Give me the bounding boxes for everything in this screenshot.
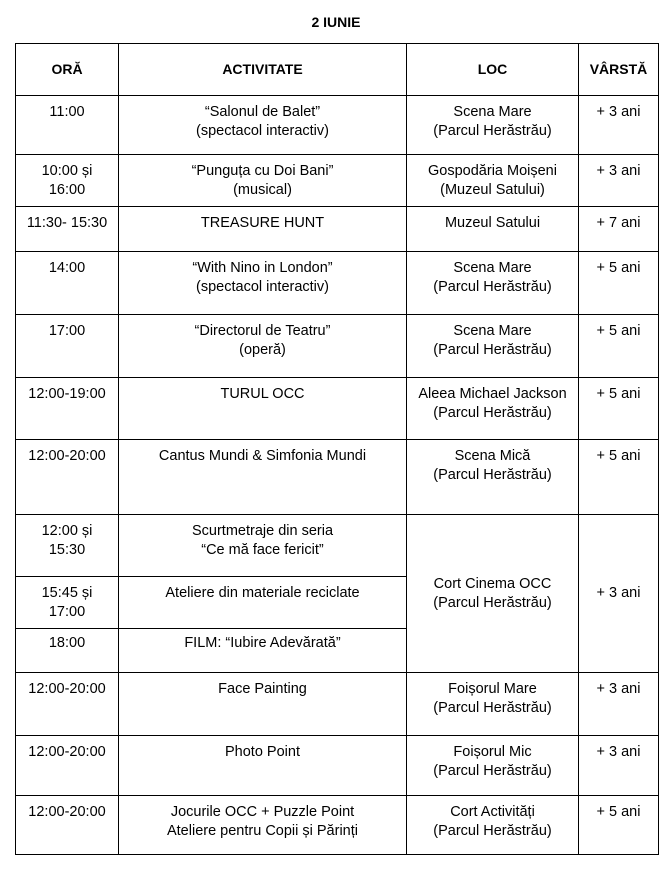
table-row: [16, 315, 659, 378]
location-cell-text: (Parcul Herăstrău): [433, 700, 552, 716]
activity-cell: [119, 440, 407, 515]
time-cell: [16, 736, 119, 796]
activity-cell-text: “Salonul de Balet”: [204, 104, 321, 120]
location-cell-text: (Parcul Herăstrău): [433, 279, 552, 295]
age-cell: [579, 378, 659, 440]
location-cell-text: Foișorul Mare: [448, 681, 537, 697]
activity-cell-text: (spectacol interactiv): [196, 123, 329, 139]
activity-cell: [119, 378, 407, 440]
activity-cell-text: “Punguța cu Doi Bani”: [191, 163, 334, 179]
time-cell-text: 12:00-20:00: [28, 804, 106, 820]
time-cell: [16, 378, 119, 440]
activity-cell: [119, 736, 407, 796]
age-cell: [579, 440, 659, 515]
location-cell: [407, 252, 579, 315]
activity-cell-text: Cantus Mundi & Simfonia Mundi: [158, 448, 367, 464]
location-cell: [407, 440, 579, 515]
table-row: [16, 736, 659, 796]
location-cell: [407, 796, 579, 855]
age-cell: [579, 252, 659, 315]
location-cell: [407, 736, 579, 796]
header-activity: ACTIVITATE: [119, 44, 407, 96]
activity-cell-text: Jocurile OCC + Puzzle Point: [170, 804, 355, 820]
activity-cell-text: Photo Point: [225, 744, 300, 760]
table-row: [16, 796, 659, 855]
time-cell: [16, 96, 119, 155]
activity-cell-text: “With Nino in London”: [192, 260, 333, 276]
time-cell-text: 15:30: [48, 542, 86, 558]
activity-cell: [119, 515, 407, 577]
table-row: [16, 155, 659, 207]
activity-cell: [119, 673, 407, 736]
location-cell: [407, 515, 579, 673]
time-cell: [16, 207, 119, 252]
location-cell-text: (Parcul Herăstrău): [433, 342, 552, 358]
age-cell: [579, 796, 659, 855]
activity-cell-text: Ateliere pentru Copii și Părinți: [166, 823, 358, 839]
page-title: 2 IUNIE: [311, 14, 361, 30]
time-cell: [16, 155, 119, 207]
activity-cell: [119, 207, 407, 252]
age-cell: [579, 515, 659, 673]
location-cell-text: (Parcul Herăstrău): [433, 594, 552, 611]
age-cell: [579, 207, 659, 252]
location-cell: [407, 96, 579, 155]
activity-cell-text: FILM: “Iubire Adevărată”: [184, 635, 341, 651]
time-cell-text: 12:00 și: [41, 523, 93, 539]
location-cell-text: Scena Mică: [454, 448, 531, 464]
location-cell-text: Scena Mare: [453, 323, 532, 339]
activity-cell: [119, 577, 407, 629]
time-cell-text: 11:00: [49, 104, 85, 120]
location-cell-text: Cort Activități: [450, 804, 535, 820]
age-cell: [579, 315, 659, 378]
activity-cell-text: (operă): [239, 342, 286, 358]
age-cell-text: + 5 ani: [596, 260, 641, 276]
time-cell: [16, 515, 119, 577]
location-cell-text: (Parcul Herăstrău): [433, 823, 552, 839]
activity-cell: [119, 96, 407, 155]
time-cell-text: 12:00-20:00: [28, 681, 106, 697]
activity-cell-text: “Ce mă face fericit”: [201, 542, 324, 558]
time-cell: [16, 440, 119, 515]
location-cell-text: (Parcul Herăstrău): [433, 405, 552, 421]
location-cell: [407, 155, 579, 207]
time-cell-text: 17:00: [48, 323, 86, 339]
time-cell-text: 11:30- 15:30: [26, 215, 108, 231]
table-row: [16, 440, 659, 515]
activity-cell-text: TURUL OCC: [220, 386, 305, 402]
time-cell-text: 12:00-20:00: [28, 448, 106, 464]
header-age: VÂRSTĂ: [579, 44, 659, 96]
location-cell: [407, 378, 579, 440]
location-cell-text: Gospodăria Moișeni: [428, 163, 557, 179]
age-cell: [579, 155, 659, 207]
table-row: [16, 515, 659, 577]
age-cell-text: + 5 ani: [596, 448, 641, 464]
activity-cell-text: TREASURE HUNT: [200, 215, 325, 231]
activity-cell-text: Face Painting: [218, 681, 307, 697]
table-row: [16, 207, 659, 252]
time-cell: [16, 796, 119, 855]
age-cell-text: + 3 ani: [596, 104, 641, 120]
time-cell-text: 18:00: [48, 635, 86, 651]
activity-cell: [119, 155, 407, 207]
activity-cell: [119, 315, 407, 378]
location-cell: [407, 315, 579, 378]
activity-cell-text: “Directorul de Teatru”: [194, 323, 331, 339]
time-cell-text: 12:00-19:00: [28, 386, 106, 402]
activity-cell-text: (musical): [233, 182, 292, 198]
age-cell: [579, 96, 659, 155]
location-cell: [407, 207, 579, 252]
age-cell-text: + 5 ani: [596, 323, 641, 339]
time-cell: [16, 315, 119, 378]
time-cell: [16, 577, 119, 629]
age-cell-text: + 3 ani: [596, 163, 641, 179]
header-row: [16, 44, 659, 96]
time-cell-text: 14:00: [48, 260, 86, 276]
table-row: [16, 252, 659, 315]
table-row: [16, 378, 659, 440]
location-cell-text: Scena Mare: [453, 104, 532, 120]
time-cell-text: 16:00: [48, 182, 86, 198]
table-row: [16, 96, 659, 155]
age-cell-text: + 5 ani: [596, 386, 641, 402]
location-cell-text: (Parcul Herăstrău): [433, 763, 552, 779]
schedule-body: [16, 96, 659, 855]
time-cell: [16, 252, 119, 315]
age-cell-text: + 5 ani: [596, 804, 641, 820]
age-cell: [579, 673, 659, 736]
header-time: ORĂ: [16, 44, 119, 96]
activity-cell: [119, 796, 407, 855]
time-cell: [16, 673, 119, 736]
location-cell-text: Scena Mare: [453, 260, 532, 276]
age-cell-text: + 7 ani: [596, 215, 641, 231]
location-cell-text: Muzeul Satului: [444, 215, 541, 231]
location-cell-text: Foișorul Mic: [453, 744, 532, 760]
time-cell-text: 10:00 și: [41, 163, 93, 179]
location-cell-text: (Muzeul Satului): [440, 182, 545, 198]
table-row: [16, 673, 659, 736]
activity-cell-text: Scurtmetraje din seria: [191, 523, 334, 539]
age-cell: [579, 736, 659, 796]
age-cell-text: + 3 ani: [596, 585, 641, 601]
activity-cell: [119, 629, 407, 673]
location-cell-text: Aleea Michael Jackson: [418, 386, 567, 402]
time-cell-text: 17:00: [48, 604, 86, 620]
location-cell-text: (Parcul Herăstrău): [433, 467, 552, 483]
activity-cell: [119, 252, 407, 315]
location-cell: [407, 673, 579, 736]
schedule-table: [15, 43, 659, 855]
location-cell-text: Cort Cinema OCC: [433, 575, 552, 592]
time-cell-text: 15:45 și: [41, 585, 93, 601]
time-cell: [16, 629, 119, 673]
location-cell-text: (Parcul Herăstrău): [433, 123, 552, 139]
age-cell-text: + 3 ani: [596, 744, 641, 760]
header-location: LOC: [407, 44, 579, 96]
activity-cell-text: (spectacol interactiv): [196, 279, 329, 295]
time-cell-text: 12:00-20:00: [28, 744, 106, 760]
age-cell-text: + 3 ani: [596, 681, 641, 697]
activity-cell-text: Ateliere din materiale reciclate: [165, 585, 360, 601]
